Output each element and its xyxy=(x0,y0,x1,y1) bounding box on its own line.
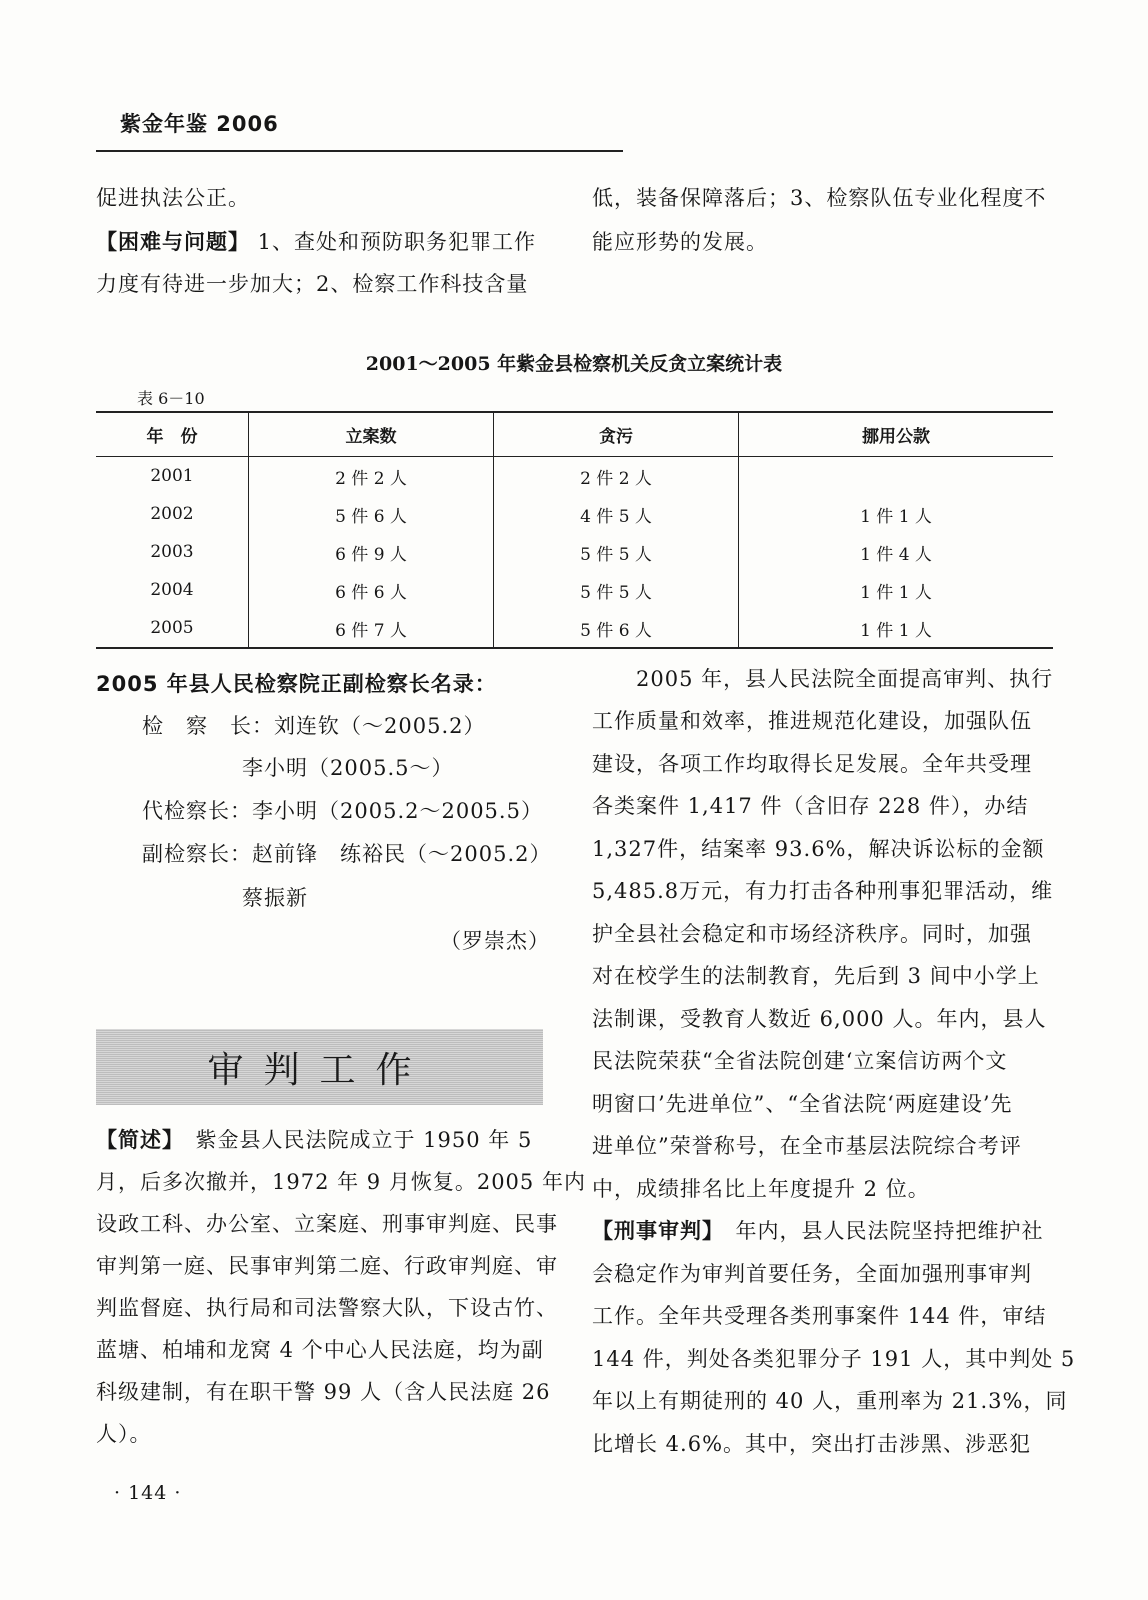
paragraph-line: 2005 年，县人民法院全面提高审判、执行 xyxy=(592,667,1054,691)
table-row xyxy=(96,495,1053,533)
table-cell: 1 件 1 人 xyxy=(739,609,1054,648)
roster-title: 2005 年县人民检察院正副检察长名录： xyxy=(96,672,497,696)
roster-line: 蔡振新 xyxy=(242,886,308,910)
paragraph-line xyxy=(96,1124,532,1154)
paragraph-line: 判监督庭、执行局和司法警察大队，下设古竹、 xyxy=(96,1296,558,1320)
paragraph-line: 人）。 xyxy=(96,1422,152,1446)
paragraph-line: 144 件，判处各类犯罪分子 191 人，其中判处 5 xyxy=(592,1347,1076,1371)
table-cell xyxy=(739,457,1054,496)
header-rule xyxy=(96,150,623,152)
table-cell: 1 件 4 人 xyxy=(739,533,1054,571)
paragraph-line: 工作。全年共受理各类刑事案件 144 件，审结 xyxy=(592,1304,1047,1328)
roster-line: 李小明（2005.5～） xyxy=(242,756,454,780)
tag-text: 年内，县人民法院坚持把维护社 xyxy=(713,1219,1044,1243)
paragraph-line: 中，成绩排名比上年度提升 2 位。 xyxy=(592,1177,930,1201)
section-tag: 【简述】 xyxy=(96,1128,174,1152)
paragraph-line: 设政工科、办公室、立案庭、刑事审判庭、民事 xyxy=(96,1212,558,1236)
paragraph-line: 工作质量和效率，推进规范化建设，加强队伍 xyxy=(592,709,1032,733)
table-cell: 5 件 6 人 xyxy=(494,609,739,648)
tag-text: 紫金县人民法院成立于 1950 年 5 xyxy=(173,1128,533,1152)
table-cell: 5 件 6 人 xyxy=(249,495,494,533)
paragraph-line: 能应形势的发展。 xyxy=(592,230,768,254)
paragraph-line: 1,327件，结案率 93.6%，解决诉讼标的金额 xyxy=(592,837,1045,861)
table-header-row xyxy=(96,412,1053,457)
section-tag: 【刑事审判】 xyxy=(592,1219,714,1243)
column-header: 挪用公款 xyxy=(739,412,1054,457)
table-number: 表 6－10 xyxy=(137,389,205,408)
table-cell: 5 件 5 人 xyxy=(494,533,739,571)
roster-line: 检 察 长：刘连钦（～2005.2） xyxy=(142,714,486,738)
table-cell: 4 件 5 人 xyxy=(494,495,739,533)
section-tag: 【困难与问题】 xyxy=(96,230,250,254)
paragraph-line: 各类案件 1,417 件（含旧存 228 件），办结 xyxy=(592,794,1029,818)
page-number: · 144 · xyxy=(114,1482,182,1504)
paragraph-line: 明窗口’先进单位”、“全省法院‘两庭建设’先 xyxy=(592,1092,1013,1116)
column-header: 立案数 xyxy=(249,412,494,457)
paragraph-line: 蓝塘、柏埔和龙窝 4 个中心人民法庭，均为副 xyxy=(96,1338,544,1362)
table-cell: 5 件 5 人 xyxy=(494,571,739,609)
table-cell: 2001 xyxy=(150,466,194,486)
paragraph-line xyxy=(96,226,536,256)
column-header: 年 份 xyxy=(96,412,249,457)
table-row xyxy=(96,533,1053,571)
column-header: 贪污 xyxy=(494,412,739,457)
roster-line: 代检察长：李小明（2005.2～2005.5） xyxy=(142,799,543,823)
table-cell: 1 件 1 人 xyxy=(739,571,1054,609)
table-row xyxy=(96,457,1053,496)
paragraph-line: 建设，各项工作均取得长足发展。全年共受理 xyxy=(592,752,1032,776)
paragraph-line: 护全县社会稳定和市场经济秩序。同时，加强 xyxy=(592,922,1032,946)
paragraph-line: 比增长 4.6%。其中，突出打击涉黑、涉恶犯 xyxy=(592,1432,1032,1456)
table-row xyxy=(96,571,1053,609)
tag-text: 1、查处和预防职务犯罪工作 xyxy=(250,230,537,254)
table-cell: 6 件 9 人 xyxy=(249,533,494,571)
paragraph-line: 促进执法公正。 xyxy=(96,186,250,210)
paragraph-line: 低，装备保障落后；3、检察队伍专业化程度不 xyxy=(592,186,1047,210)
paragraph-line: 审判第一庭、民事审判第二庭、行政审判庭、审 xyxy=(96,1254,558,1278)
paragraph-line: 法制课，受教育人数近 6,000 人。年内，县人 xyxy=(592,1007,1047,1031)
section-title: 审判工作 xyxy=(207,1049,432,1091)
table-cell: 6 件 7 人 xyxy=(249,609,494,648)
paragraph-line: 年以上有期徒刑的 40 人，重刑率为 21.3%，同 xyxy=(592,1389,1068,1413)
statistics-table xyxy=(96,411,1053,649)
paragraph-line xyxy=(592,1215,1044,1245)
table-cell: 2 件 2 人 xyxy=(494,457,739,496)
table-cell: 2005 xyxy=(96,609,249,648)
paragraph-line: 5,485.8万元，有力打击各种刑事犯罪活动，维 xyxy=(592,879,1054,903)
table-cell: 2004 xyxy=(150,580,194,600)
table-row xyxy=(96,609,1053,648)
paragraph-line: 进单位”荣誉称号，在全市基层法院综合考评 xyxy=(592,1134,1022,1158)
table-cell: 2 件 2 人 xyxy=(249,457,494,496)
paragraph-line: 力度有待进一步加大；2、检察工作科技含量 xyxy=(96,272,529,296)
paragraph-line: 月，后多次撤并，1972 年 9 月恢复。2005 年内 xyxy=(96,1170,586,1194)
table-title: 2001～2005 年紫金县检察机关反贪立案统计表 xyxy=(365,353,783,375)
table-cell: 1 件 1 人 xyxy=(739,495,1054,533)
paragraph-line: 民法院荣获“全省法院创建‘立案信访两个文 xyxy=(592,1049,1008,1073)
roster-line: 副检察长：赵前锋 练裕民（～2005.2） xyxy=(142,842,552,866)
table-cell: 2003 xyxy=(150,542,194,562)
paragraph-line: 会稳定作为审判首要任务，全面加强刑事审判 xyxy=(592,1262,1032,1286)
table-cell: 6 件 6 人 xyxy=(249,571,494,609)
author-credit: （罗崇杰） xyxy=(440,929,550,953)
paragraph-line: 对在校学生的法制教育，先后到 3 间中小学上 xyxy=(592,964,1040,988)
section-banner xyxy=(96,1029,543,1105)
table-cell: 2002 xyxy=(150,504,194,524)
paragraph-line: 科级建制，有在职干警 99 人（含人民法庭 26 xyxy=(96,1380,551,1404)
running-header: 紫金年鉴 2006 xyxy=(120,112,279,136)
